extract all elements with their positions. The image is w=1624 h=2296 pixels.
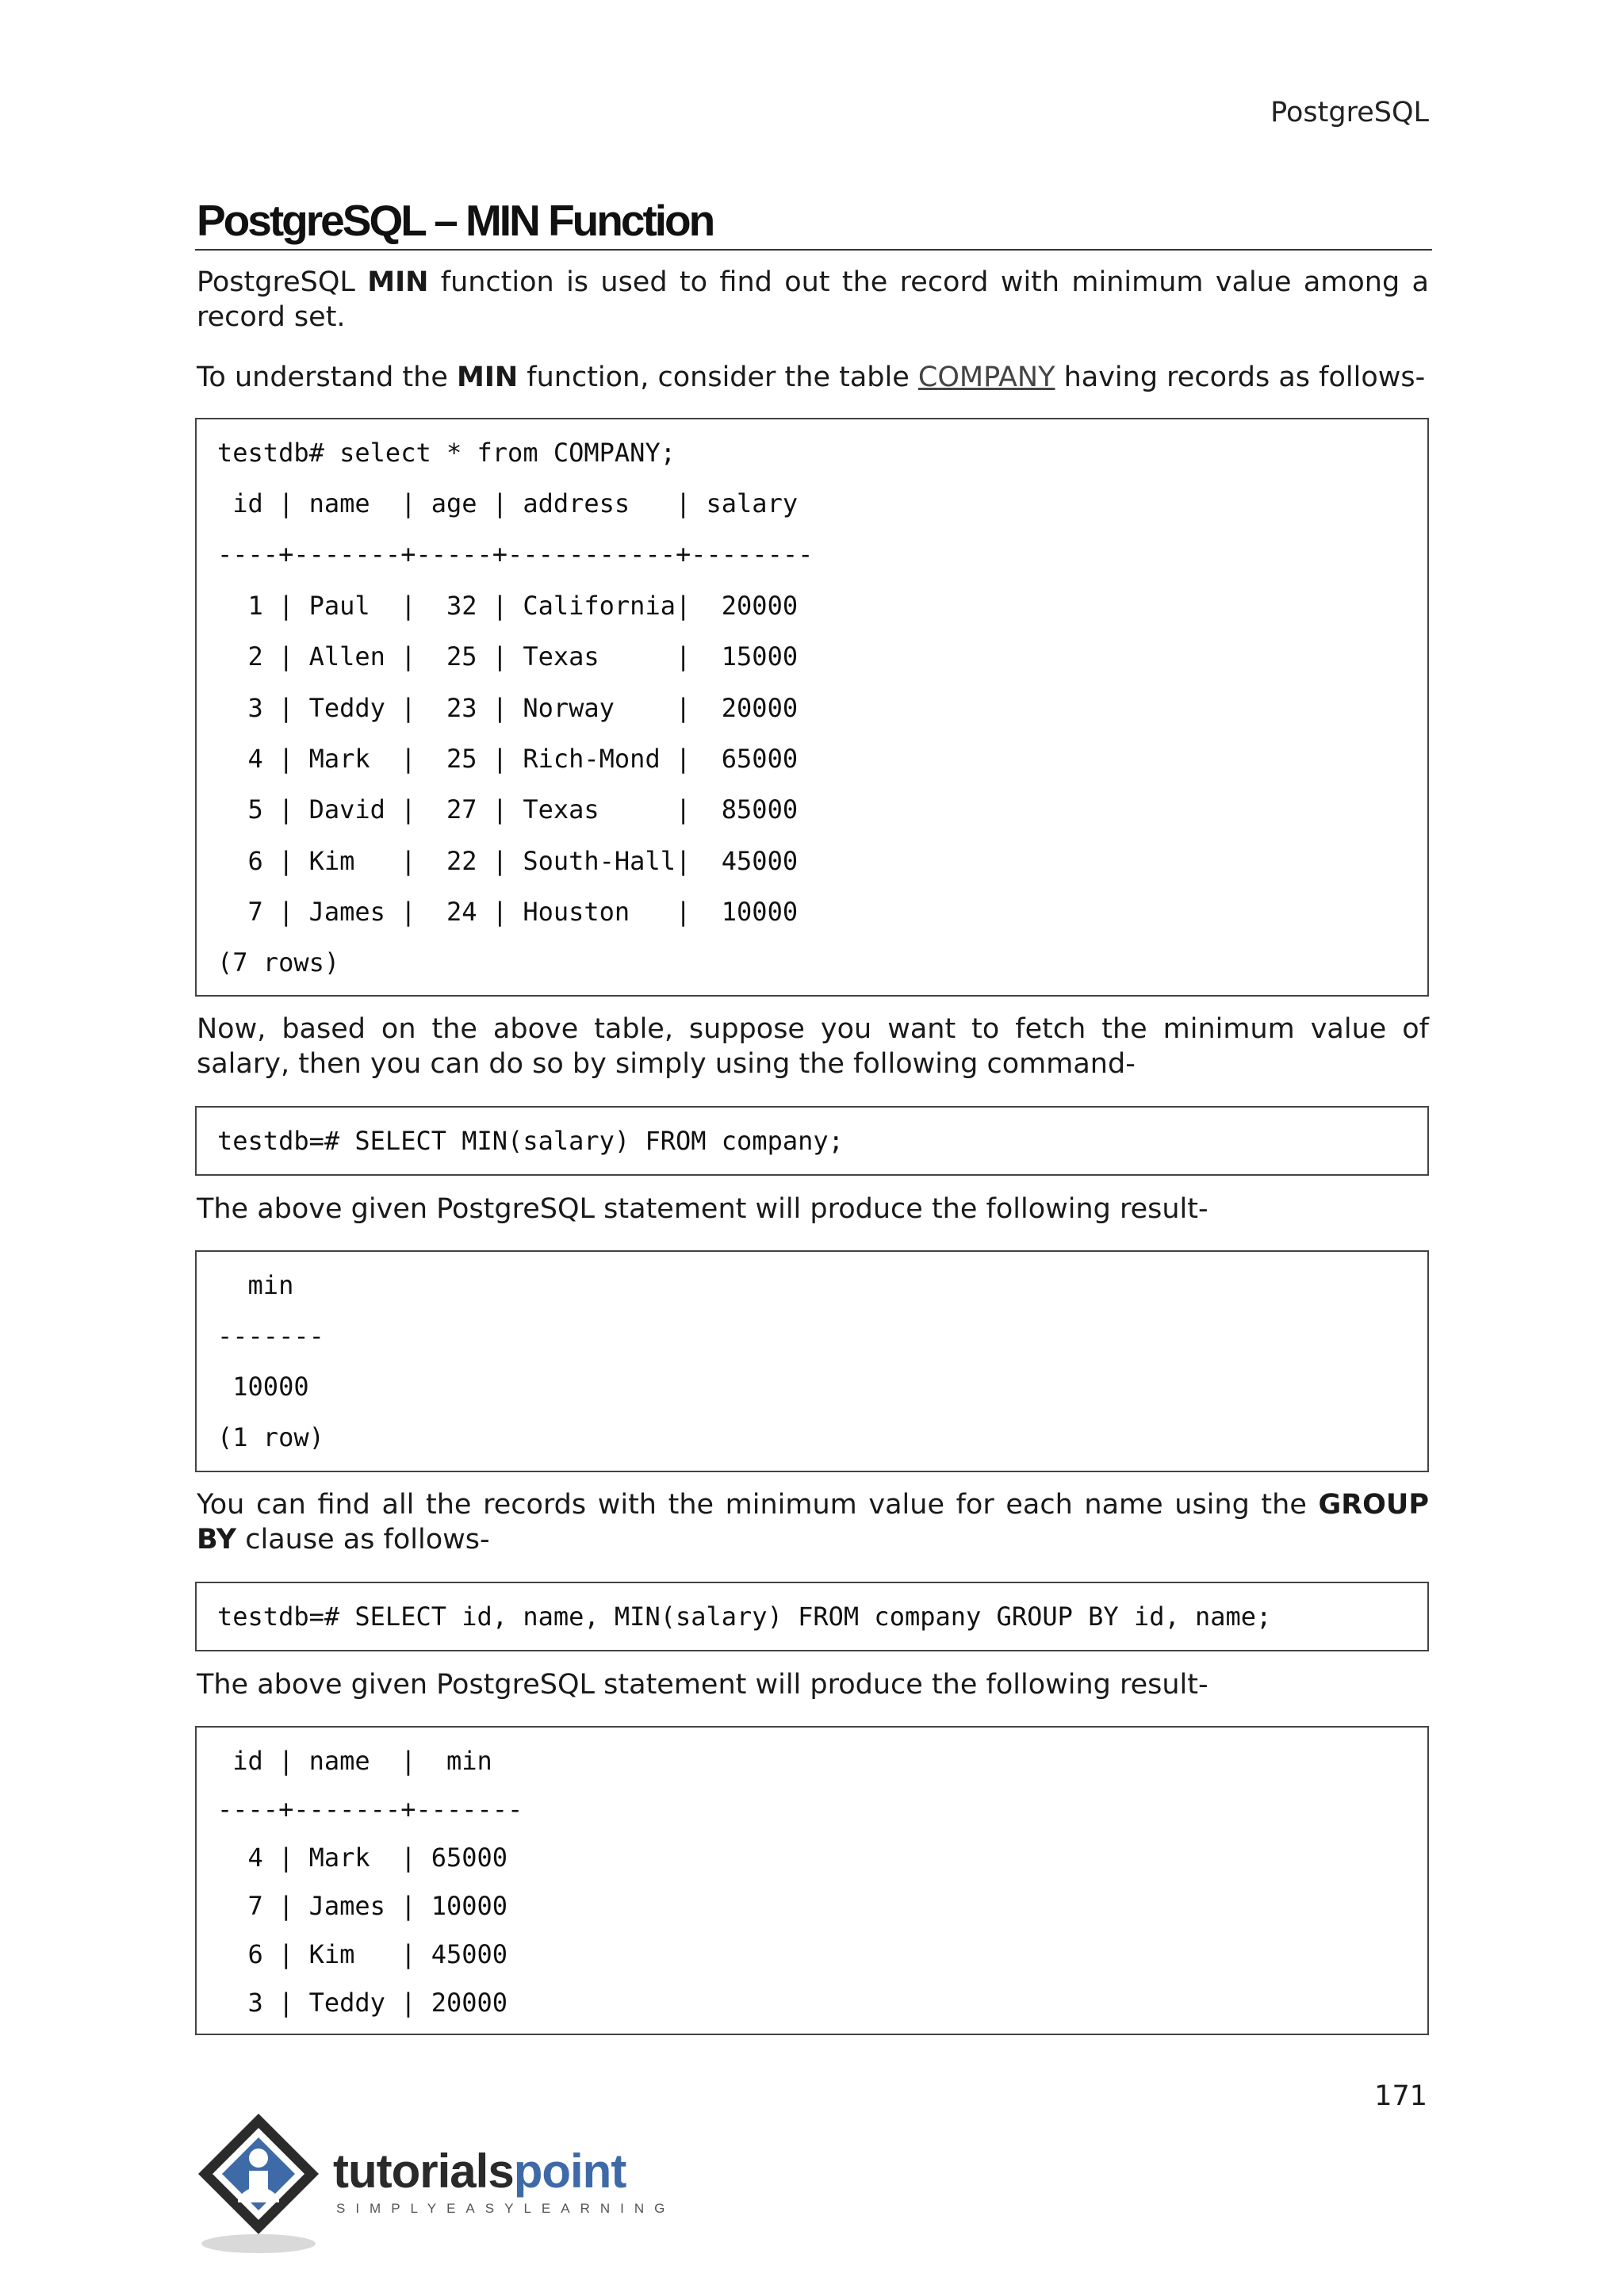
code-line: 6 | Kim | 45000 xyxy=(217,1939,508,1969)
code-line: 7 | James | 10000 xyxy=(217,1891,508,1921)
group-by-paragraph xyxy=(197,1487,1429,1557)
code-line: ----+-------+------- xyxy=(217,1794,523,1824)
code-line: ------- xyxy=(217,1321,324,1351)
intro-keyword-min: MIN xyxy=(367,266,429,298)
code-line: 10000 xyxy=(217,1372,309,1402)
intro-text: PostgreSQL xyxy=(197,266,368,298)
company-table-link[interactable]: COMPANY xyxy=(917,362,1055,393)
company-intro-paragraph xyxy=(197,360,1429,395)
tutorialspoint-logo xyxy=(193,2109,685,2260)
company-intro-keyword-min: MIN xyxy=(456,362,519,393)
code-line: testdb=# SELECT MIN(salary) FROM company; xyxy=(217,1126,844,1156)
logo-wordmark xyxy=(333,2144,626,2198)
group-by-text: You can find all the records with the minimum value for each name using the xyxy=(197,1489,1319,1521)
logo-word-point: point xyxy=(513,2145,626,2198)
running-header: PostgreSQL xyxy=(1270,97,1429,128)
code-line: 4 | Mark | 25 | Rich-Mond | 65000 xyxy=(217,744,799,774)
code-line: 7 | James | 24 | Houston | 10000 xyxy=(217,897,799,927)
company-intro-text: To understand the xyxy=(197,362,457,393)
company-intro-text-end: having records as follows- xyxy=(1055,362,1426,393)
code-line: id | name | min xyxy=(217,1746,492,1776)
group-by-text-end: clause as follows- xyxy=(236,1524,490,1556)
min-result-code-box xyxy=(195,1250,1429,1472)
intro-paragraph xyxy=(197,265,1429,335)
code-line: min xyxy=(217,1270,294,1300)
logo-tagline: SIMPLYEASYLEARNING xyxy=(336,2201,676,2216)
code-line: testdb# select * from COMPANY; xyxy=(217,438,676,468)
logo-word-tutorials: tutorials xyxy=(333,2145,514,2198)
code-line: 1 | Paul | 32 | California| 20000 xyxy=(217,591,799,621)
code-line: ----+-------+-----+-----------+-------- xyxy=(217,539,814,569)
company-intro-text-mid: function, consider the table xyxy=(518,362,918,393)
code-line: 6 | Kim | 22 | South-Hall| 45000 xyxy=(217,846,799,876)
group-by-result-code-box xyxy=(195,1726,1429,2035)
page-title: PostgreSQL – MIN Function xyxy=(197,196,714,245)
company-table-code-box xyxy=(195,418,1429,997)
result-intro-paragraph: The above given PostgreSQL statement will produce the following result- xyxy=(197,1193,1208,1225)
page-number: 171 xyxy=(1374,2080,1427,2112)
group-by-query-code-box xyxy=(195,1582,1429,1651)
code-line: 4 | Mark | 65000 xyxy=(217,1843,508,1873)
min-query-code-box xyxy=(195,1106,1429,1176)
logo-emblem-icon xyxy=(193,2109,336,2260)
intro-text-rest: function is used to find out the record with minimum value among a record set. xyxy=(197,266,1429,333)
code-line: (1 row) xyxy=(217,1422,324,1452)
explanation-paragraph: Now, based on the above table, suppose you want to fetch the minimum value of salary, then you can do so by simply using the following command- xyxy=(197,1013,1429,1080)
code-line: id | name | age | address | salary xyxy=(217,488,799,519)
code-line: 5 | David | 27 | Texas | 85000 xyxy=(217,794,799,825)
group-by-keyword: GROUP BY xyxy=(197,1489,1429,1556)
code-line: 2 | Allen | 25 | Texas | 15000 xyxy=(217,641,799,672)
code-line: 3 | Teddy | 23 | Norway | 20000 xyxy=(217,693,799,723)
code-line: testdb=# SELECT id, name, MIN(salary) FROM company GROUP BY id, name; xyxy=(217,1601,1272,1632)
result-intro-paragraph-2: The above given PostgreSQL statement will produce the following result- xyxy=(197,1669,1208,1701)
title-divider xyxy=(195,249,1432,251)
code-line: 3 | Teddy | 20000 xyxy=(217,1988,508,2018)
code-line: (7 rows) xyxy=(217,947,340,978)
